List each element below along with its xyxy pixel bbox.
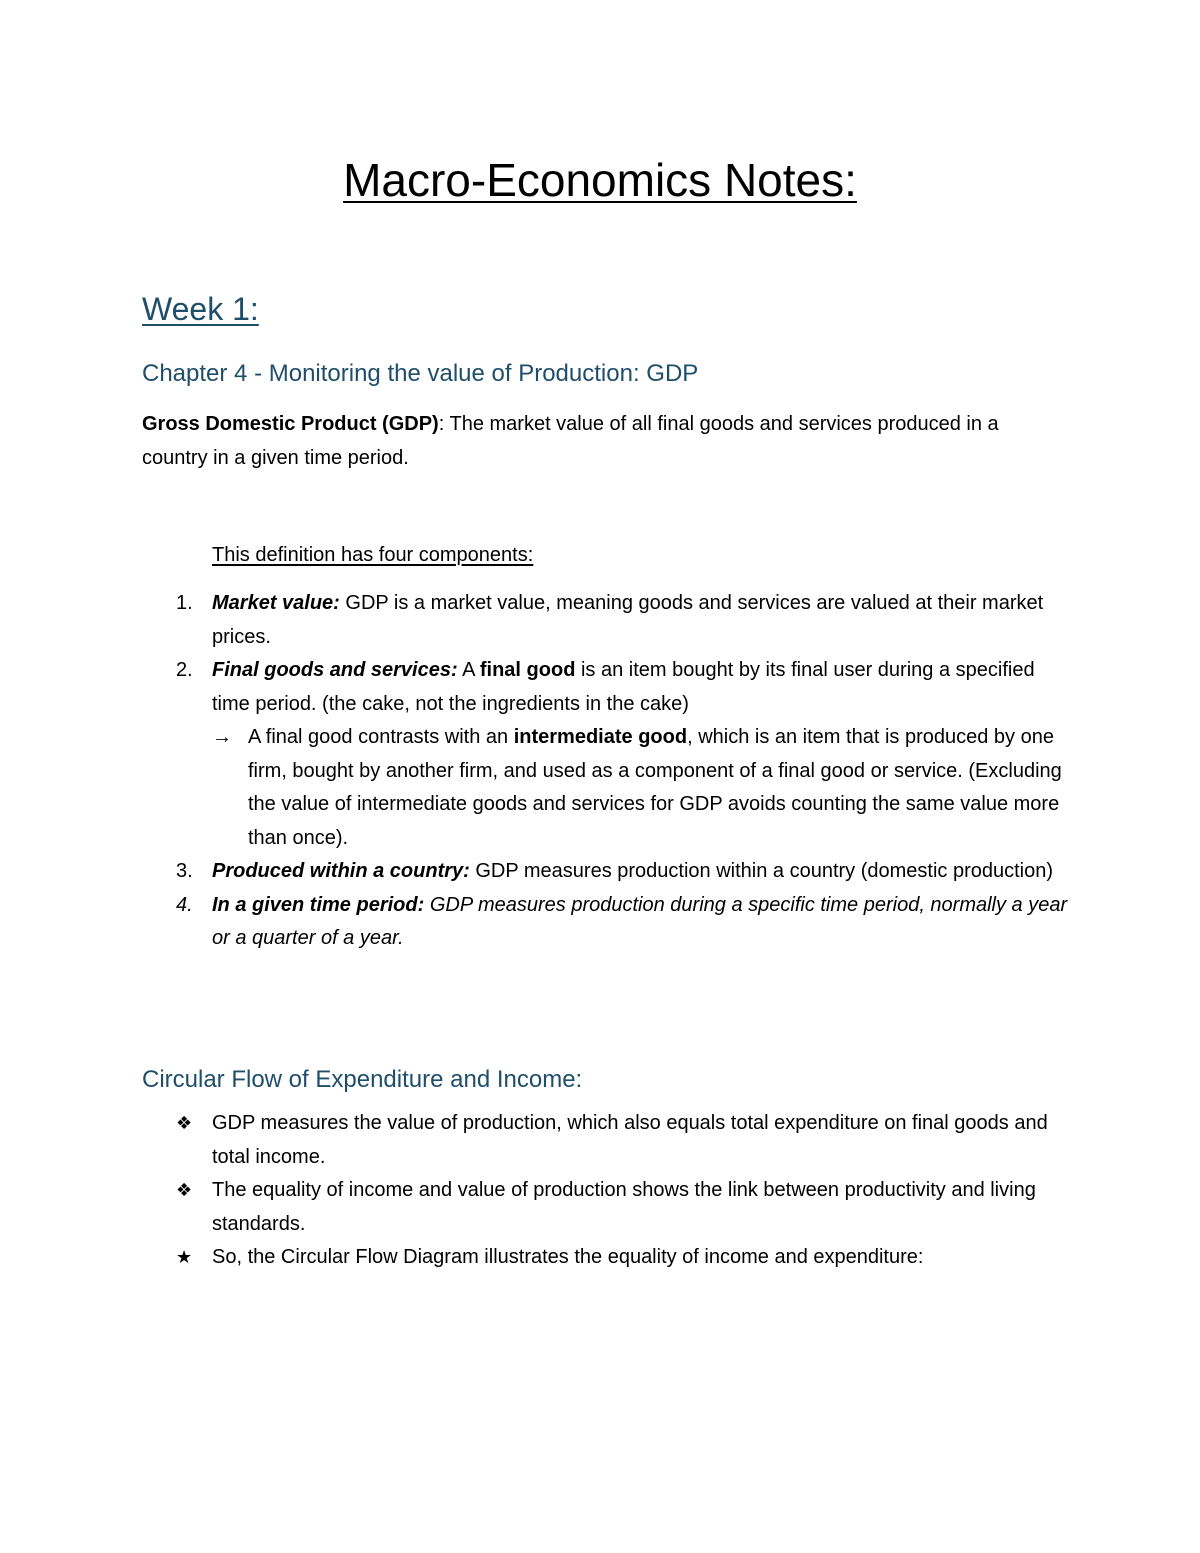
gdp-definition-colon: : bbox=[438, 413, 445, 435]
sub-item-text: , which is an item that is produced by one firm, bought by another firm, and used as a component of a final good or service. (Excluding the value of intermediate goods and services for GDP avoids counting the same value more than once). bbox=[248, 726, 1062, 849]
list-item-term: Final goods and services: bbox=[212, 659, 458, 681]
gdp-definition-term: Gross Domestic Product (GDP) bbox=[142, 413, 439, 435]
sub-item-text: A final good contrasts with an bbox=[248, 726, 514, 748]
arrow-right-icon: → bbox=[212, 726, 232, 748]
list-item-bold: final good bbox=[479, 659, 576, 681]
gdp-definition bbox=[142, 407, 1022, 475]
chapter-heading: Chapter 4 - Monitoring the value of Production: GDP bbox=[142, 360, 699, 387]
star-bullet-icon: ★ bbox=[176, 1247, 193, 1267]
list-item bbox=[142, 1241, 1072, 1275]
list-item-number: 2. bbox=[176, 659, 193, 681]
list-item-text: GDP measures production during a specific time period, normally a year or a quarter of a year. bbox=[212, 893, 1068, 949]
list-item-text: GDP measures production within a country (domestic production) bbox=[469, 860, 1054, 882]
list-item-term: Market value: bbox=[212, 592, 340, 614]
list-item-text: The equality of income and value of production shows the link between productivity and living standards. bbox=[212, 1179, 1036, 1235]
document-title-text: Macro-Economics Notes: bbox=[343, 154, 857, 206]
diamond-bullet-icon: ❖ bbox=[176, 1180, 193, 1200]
gdp-definition-text: The market value of all final goods and services produced in a country in a given time period. bbox=[142, 413, 999, 469]
list-item bbox=[142, 855, 1072, 889]
list-item bbox=[142, 1174, 1072, 1241]
list-item-number: 3. bbox=[176, 860, 193, 882]
list-item-text: GDP measures the value of production, which also equals total expenditure on final goods and total income. bbox=[212, 1112, 1048, 1168]
list-item-text: is an item bought by its final user during a specified time period. (the cake, not the ingredients in the cake) bbox=[212, 659, 1035, 715]
sub-item-bold: intermediate good bbox=[513, 726, 688, 748]
list-item-text: A bbox=[457, 659, 480, 681]
components-list bbox=[142, 587, 1072, 956]
list-item bbox=[142, 889, 1072, 956]
list-item bbox=[142, 654, 1072, 855]
circular-flow-list bbox=[142, 1107, 1072, 1275]
list-item-term: Produced within a country: bbox=[212, 860, 470, 882]
week-heading-text: Week 1: bbox=[142, 291, 259, 327]
list-item-number: 1. bbox=[176, 592, 193, 614]
list-item-number: 4. bbox=[176, 893, 193, 916]
diamond-bullet-icon: ❖ bbox=[176, 1113, 193, 1133]
list-item bbox=[142, 587, 1072, 654]
components-intro: This definition has four components: bbox=[212, 544, 534, 566]
week-heading bbox=[142, 286, 259, 332]
list-item-text: GDP is a market value, meaning goods and services are valued at their market prices. bbox=[212, 592, 1044, 648]
sub-item bbox=[212, 721, 1072, 855]
list-item-text: So, the Circular Flow Diagram illustrates the equality of income and expenditure: bbox=[212, 1246, 924, 1268]
document-title bbox=[0, 150, 1200, 210]
list-item-term: In a given time period: bbox=[212, 893, 425, 916]
list-item bbox=[142, 1107, 1072, 1174]
circular-flow-heading: Circular Flow of Expenditure and Income: bbox=[142, 1066, 583, 1093]
